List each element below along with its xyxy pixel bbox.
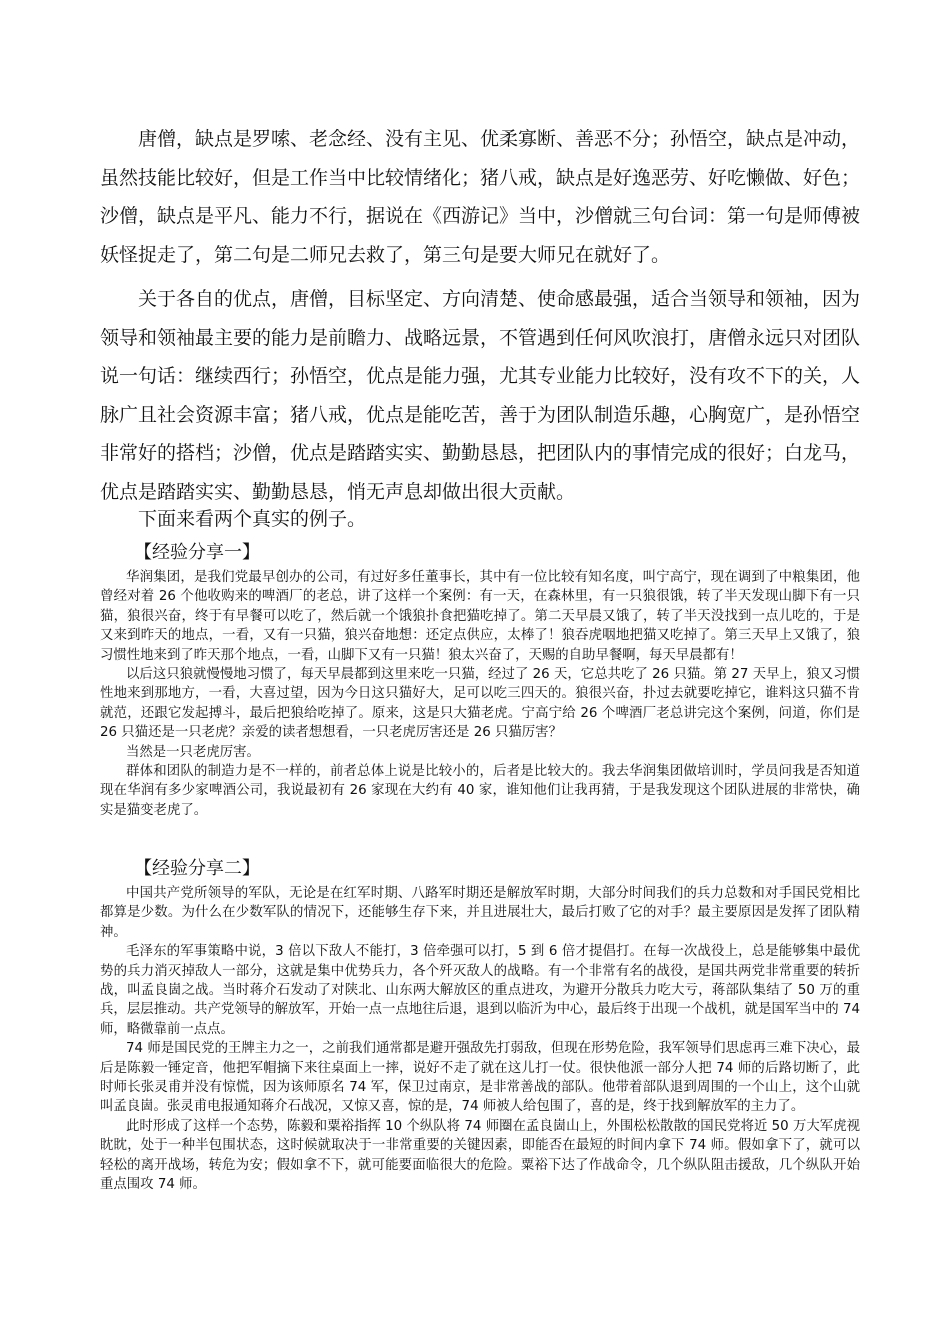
case-two-paragraph-2: 毛泽东的军事策略中说，3 倍以下敌人不能打，3 倍牵强可以打，5 到 6 倍才提倡打。在每一次战役上，总是能够集中最优势的兵力消灭掉敌人一部分，这就是集中优势兵力，各个歼灭敌人的战略。有一个非常有名的战役，是国共两党非常重要的转折战，叫孟良崮之战。当时蒋介石发动了对陕北、山东两大解放区的重点进攻，为避开分散兵力吃大亏，蒋部队集结了 50 万的重兵，层层推动。共产党领导的解放军，开始一点一点地往后退，退到以临沂为中心，最后终于出现一个战机，就是国军当中的 74 师，略微靠前一点点。: [100, 944, 860, 1037]
intro-paragraph-2: 关于各自的优点，唐僧，目标坚定、方向清楚、使命感最强，适合当领导和领袖，因为领导和领袖最主要的能力是前瞻力、战略远景，不管遇到任何风吹浪打，唐僧永远只对团队说一句话：继续西行；孙悟空，优点是能力强，尤其专业能力比较好，没有攻不下的关，人脉广且社会资源丰富；猪八戒，优点是能吃苦，善于为团队制造乐趣，心胸宽广，是孙悟空非常好的搭档；沙僧，优点是踏踏实实、勤勤恳恳，把团队内的事情完成的很好；白龙马，优点是踏踏实实、勤勤恳恳，悄无声息却做出很大贡献。: [100, 288, 861, 503]
case-one-paragraph-4: 群体和团队的制造力是不一样的，前者总体上说是比较小的，后者是比较大的。我去华润集团做培训时，学员问我是否知道现在华润有多少家啤酒公司，我说最初有 26 家现在大约有 40 家，谁知他们让我再猜，于是我发现这个团队进展的非常快，确实是猫变老虎了。: [100, 764, 860, 818]
case-one-paragraph-2: 以后这只狼就慢慢地习惯了，每天早晨都到这里来吃一只猫，经过了 26 天，它总共吃了 26 只猫。第 27 天早上，狼又习惯性地来到那地方，一看，大喜过望，因为今日这只猫好大，足可以吃三四天的。狼很兴奋，扑过去就要吃掉它，谁料这只猫不肯就范，还跟它发起搏斗，最后把狼给吃掉了。原来，这是只大猫老虎。宁高宁给 26 个啤酒厂老总讲完这个案例，问道，你们是 26 只猫还是一只老虎？亲爱的读者想想看，一只老虎厉害还是 26 只猫厉害？: [100, 667, 860, 741]
case-one-paragraph-3: 当然是一只老虎厉害。: [126, 744, 260, 760]
case-one-heading: 【经验分享一】: [134, 542, 260, 563]
case-study-one: [100, 540, 860, 820]
intro-paragraph-1: 唐僧，缺点是罗嗦、老念经、没有主见、优柔寡断、善恶不分；孙悟空，缺点是冲动，虽然技能比较好，但是工作当中比较情绪化；猪八戒，缺点是好逸恶劳、好吃懒做、好色；沙僧，缺点是平凡、能力不行，据说在《西游记》当中，沙僧就三句台词：第一句是师傅被妖怪捉走了，第二句是二师兄去救了，第三句是要大师兄在就好了。: [100, 128, 861, 266]
case-two-paragraph-4: 此时形成了这样一个态势，陈毅和粟裕指挥 10 个纵队将 74 师圈在孟良崮山上，外围松松散散的国民党将近 50 万大军虎视眈眈，处于一种半包围状态，这时候就取决于一非常重要的关键因素，即能否在最短的时间内拿下 74 师。假如拿下了，就可以轻松的离开战场，转危为安；假如拿不下，就可能要面临很大的危险。粟裕下达了作战命令，几个纵队阻击援敌，几个纵队开始重点围攻 74 师。: [100, 1118, 860, 1193]
case-two-paragraph-1: 中国共产党所领导的军队，无论是在红军时期、八路军时期还是解放军时期，大部分时间我们的兵力总数和对手国民党相比都算是少数。为什么在少数军队的情况下，还能够生存下来，并且进展壮大，最后打败了它的对手？最主要原因是发挥了团队精神。: [100, 886, 860, 940]
case-two-heading: 【经验分享二】: [134, 858, 260, 879]
case-study-two: [100, 856, 860, 1195]
case-one-paragraph-1: 华润集团，是我们党最早创办的公司，有过好多任董事长，其中有一位比较有知名度，叫宁高宁，现在调到了中粮集团，他曾经对着 26 个他收购来的啤酒厂的老总，讲了这样一个案例：有一天，在森林里，有一只狼很饿，转了半天发现山脚下有一只猫，狼很兴奋，终于有早餐可以吃了，然后就一个饿狼扑食把猫吃掉了。第二天早晨又饿了，转了半天没找到一点儿吃的，于是又来到昨天的地点，一看，又有一只猫，狼兴奋地想：还定点供应，太棒了！狼吞虎咽地把猫又吃掉了。第三天早上又饿了，狼习惯性地来到了昨天那个地点，一看，山脚下又有一只猫！狼太兴奋了，天赐的自助早餐啊，每天早晨都有！: [100, 570, 860, 663]
case-two-paragraph-3: 74 师是国民党的王牌主力之一，之前我们通常都是避开强敌先打弱敌，但现在形势危险，我军领导们思虑再三难下决心，最后是陈毅一锤定音，他把军帽摘下来往桌面上一摔，说好不走了就在这儿打一仗。很快他派一部分人把 74 师的后路切断了，此时师长张灵甫并没有惊慌，因为该师原名 74 军，保卫过南京，是非常善战的部队。他带着部队退到周围的一个山上，这个山就叫孟良崮。张灵甫电报通知蒋介石战况，又惊又喜，惊的是，74 师被人给包围了，喜的是，终于找到解放军的主力了。: [100, 1041, 860, 1115]
intro-section: [100, 120, 860, 517]
lead-sentence: 下面来看两个真实的例子。: [138, 508, 367, 530]
